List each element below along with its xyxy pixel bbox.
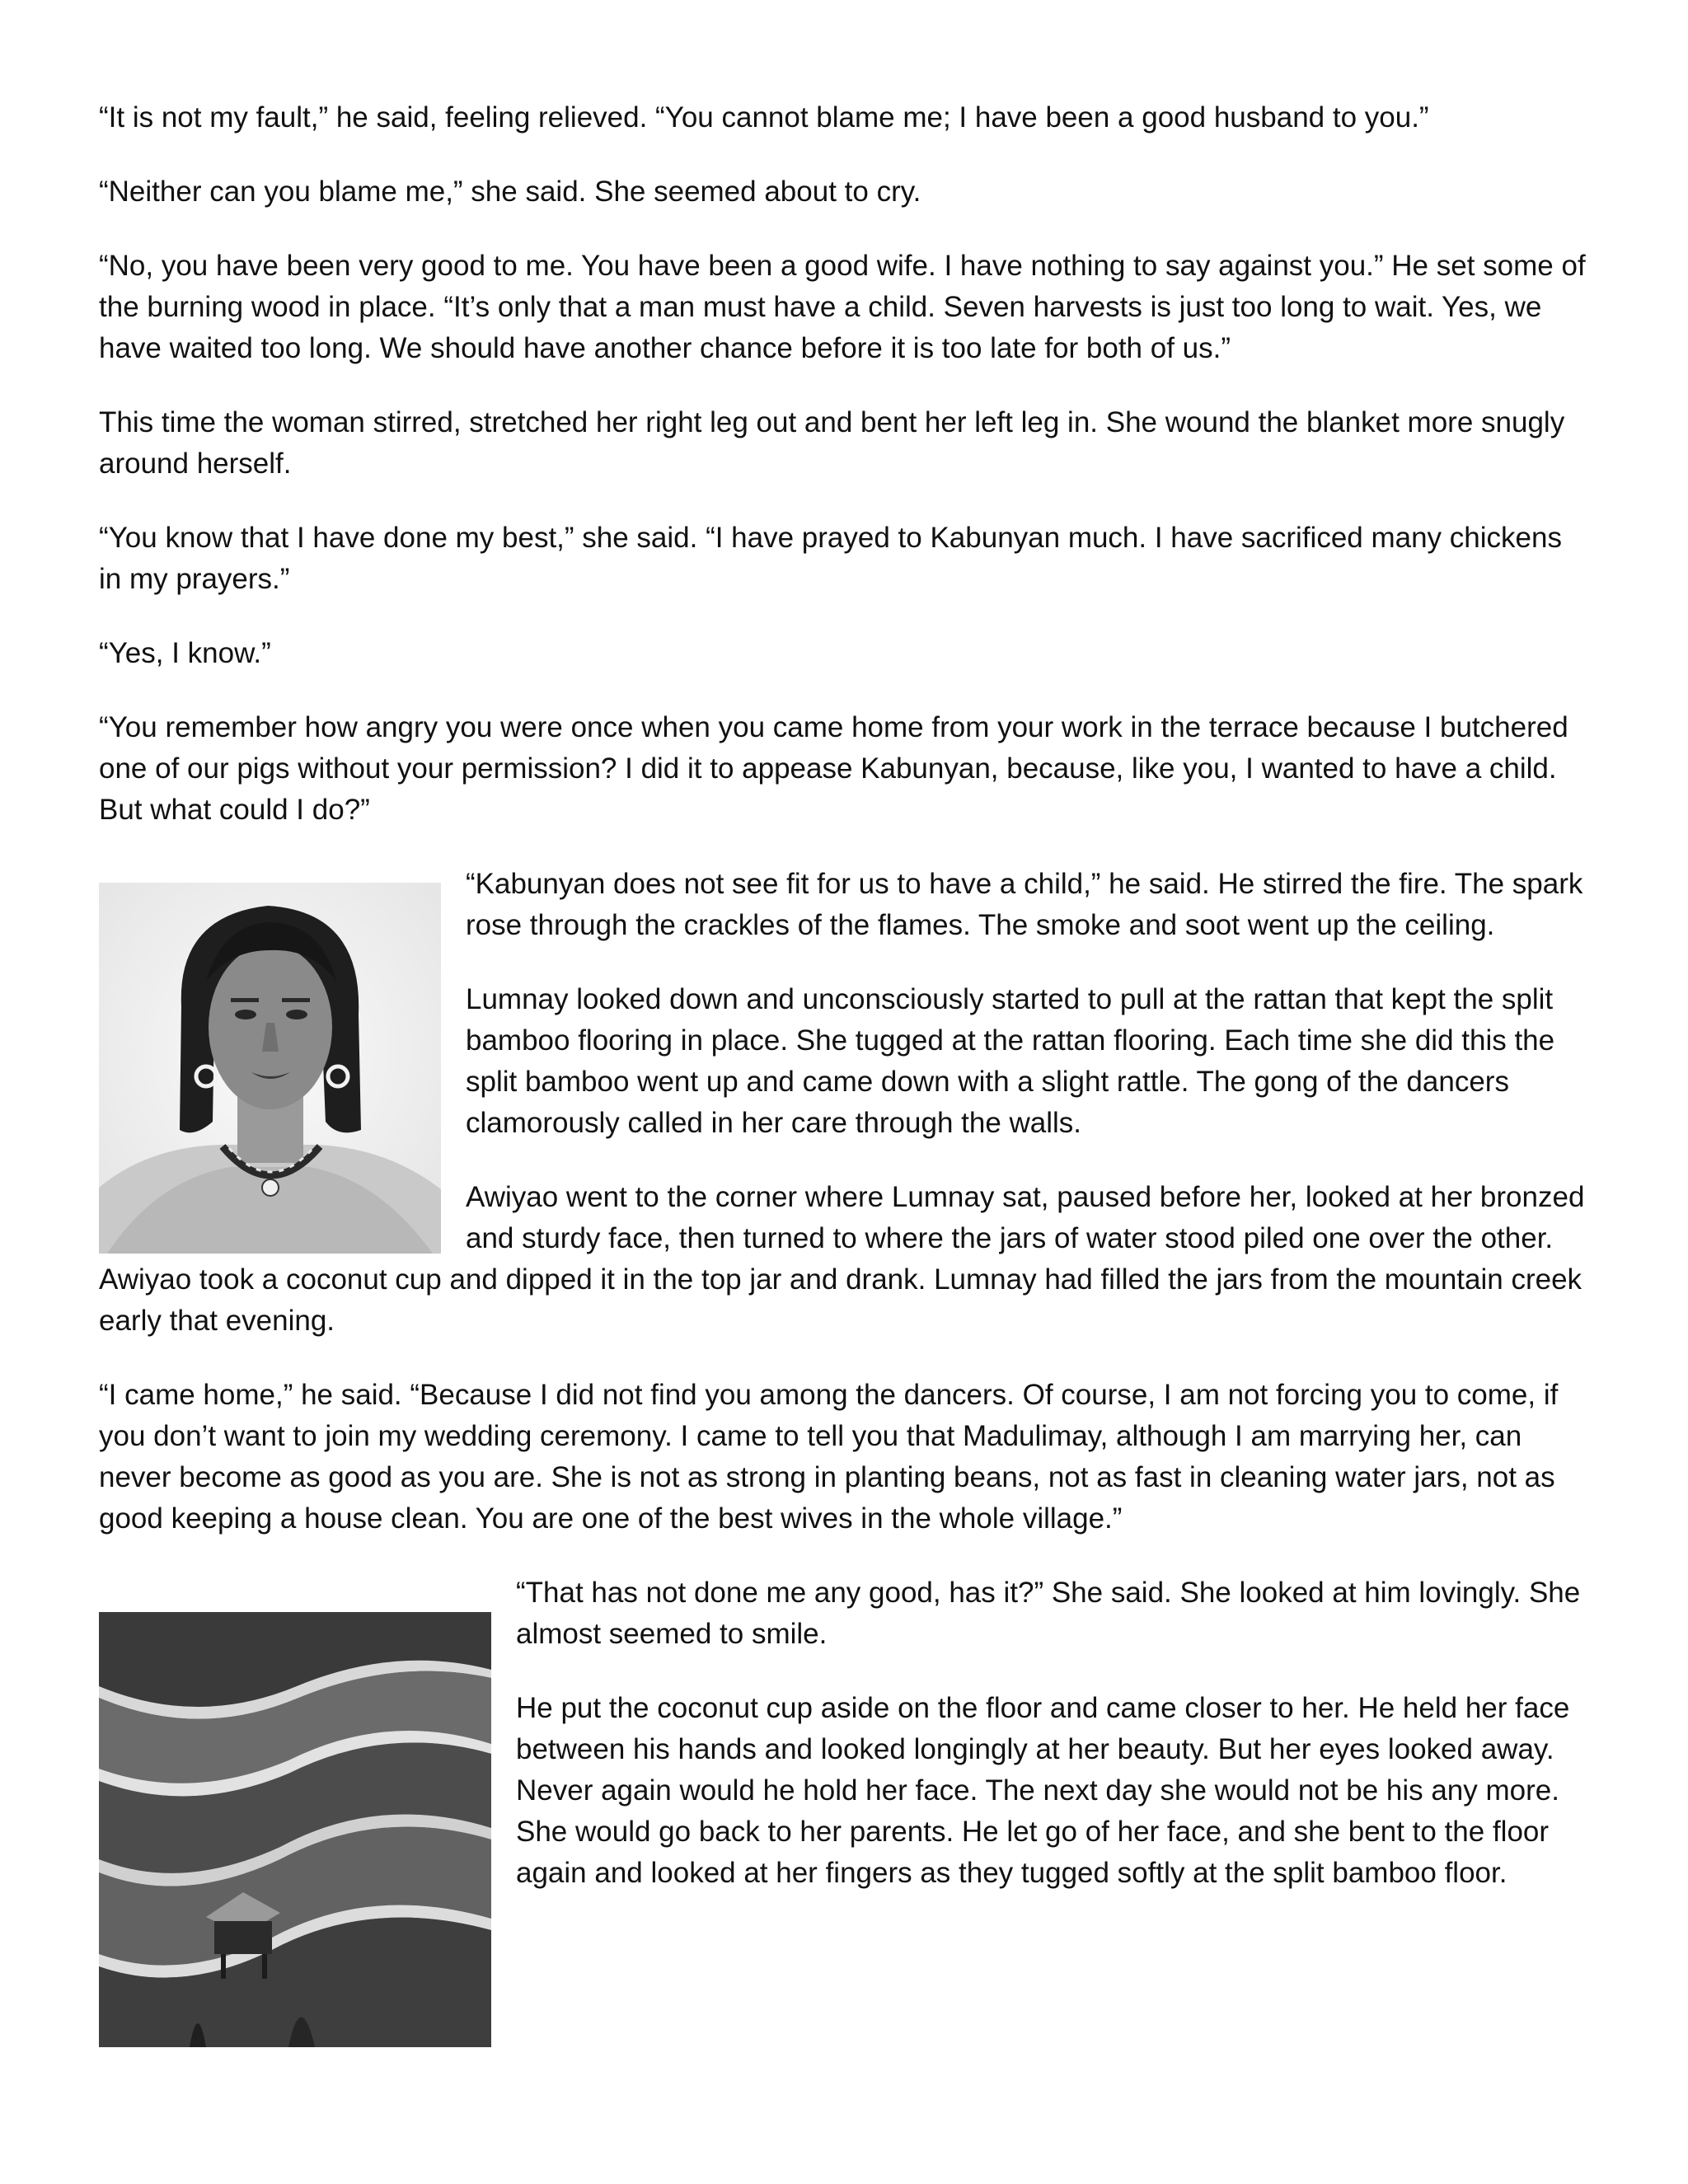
portrait-photo: [99, 883, 441, 1254]
portrait-illustration: [99, 883, 441, 1254]
paragraph: “Kabunyan does not see fit for us to have a child,” he said. He stirred the fire. The spark rose through the crackles of the flames. The smoke and soot went up the ceiling.: [466, 868, 1583, 941]
paragraph: Awiyao went to the corner where Lumnay sat, paused before her, looked at her bronzed and sturdy face, then turned to where the jars of water stood piled one over the other. Awiyao took a coconut cup and dipped it in the top jar and drank. Lumnay had filled the jars from the mountain creek early that evening.: [99, 1181, 1585, 1337]
paragraph: “I came home,” he said. “Because I did not find you among the dancers. Of course, I am not forcing you to come, if you don’t want to join my wedding ceremony. I came to tell you that Madulimay, although I am marrying her, can never become as good as you are. She is not as strong in planting beans, not as fast in cleaning water jars, not as good keeping a house clean. You are one of the best wives in the whole village.”: [99, 1379, 1559, 1535]
terraces-illustration: [99, 1612, 491, 2047]
paragraph: Lumnay looked down and unconsciously started to pull at the rattan that kept the split bamboo flooring in place. She tugged at the rattan flooring. Each time she did this the split bamboo went up and came down with a slight rattle. The gong of the dancers clamorously called in her care through the walls.: [466, 983, 1555, 1139]
paragraph: “That has not done me any good, has it?” She said. She looked at him lovingly. She almost seemed to smile.: [516, 1577, 1581, 1650]
paragraph: “You know that I have done my best,” she said. “I have prayed to Kabunyan much. I have sacrificed many chickens in my prayers.”: [99, 522, 1562, 595]
paragraph: “It is not my fault,” he said, feeling relieved. “You cannot blame me; I have been a good husband to you.”: [99, 101, 1429, 134]
document-page: [99, 97, 1591, 2054]
paragraph: “Neither can you blame me,” she said. She seemed about to cry.: [99, 176, 921, 208]
paragraph: “Yes, I know.”: [99, 637, 271, 669]
paragraph: This time the woman stirred, stretched her right leg out and bent her left leg in. She wound the blanket more snugly around herself.: [99, 406, 1565, 480]
paragraph: “You remember how angry you were once when you came home from your work in the terrace because I butchered one of our pigs without your permission? I did it to appease Kabunyan, because, like you, I wanted to have a child. But what could I do?”: [99, 711, 1568, 826]
paragraph: He put the coconut cup aside on the floor and came closer to her. He held her face between his hands and looked longingly at her beauty. But her eyes looked away. Never again would he hold her face. The next day she would not be his any more. She would go back to her parents. He let go of her face, and she bent to the floor again and looked at her fingers as they tugged softly at the split bamboo floor.: [516, 1692, 1570, 1889]
rice-terraces-photo: [99, 1612, 491, 2047]
paragraph: “No, you have been very good to me. You have been a good wife. I have nothing to say against you.” He set some of the burning wood in place. “It’s only that a man must have a child. Seven harvests is just too long to wait. Yes, we have waited too long. We should have another chance before it is too late for both of us.”: [99, 250, 1586, 364]
